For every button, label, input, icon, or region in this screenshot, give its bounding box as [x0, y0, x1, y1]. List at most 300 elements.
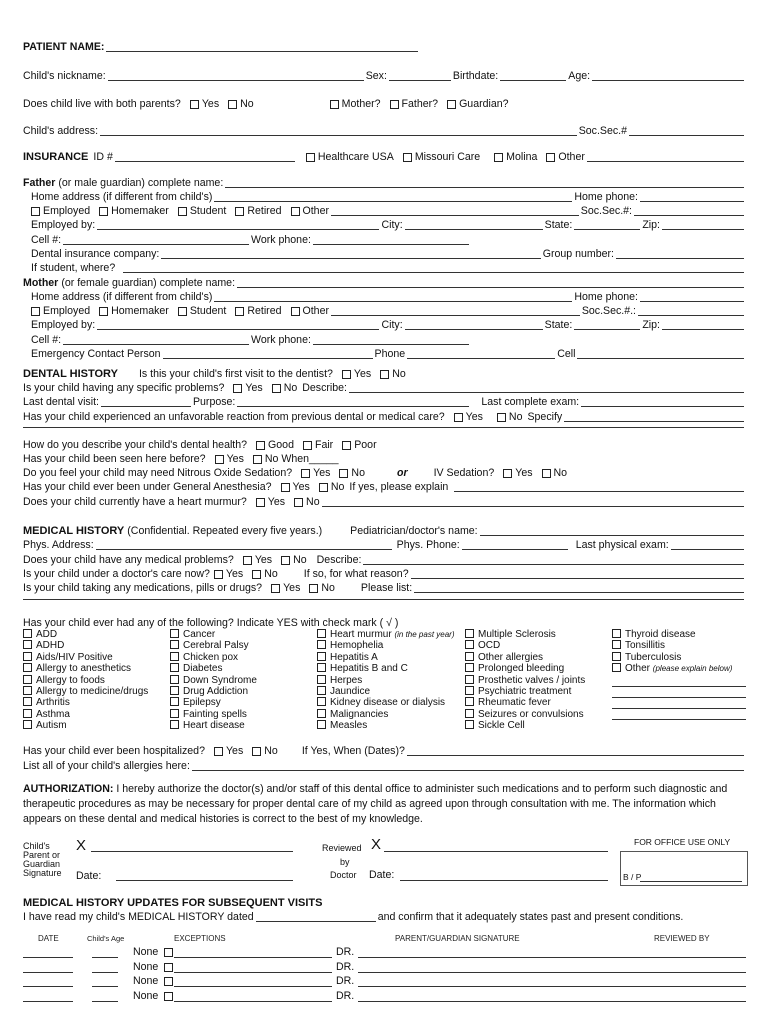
condition-checkbox[interactable] [317, 709, 326, 718]
patient-name-field[interactable] [106, 50, 418, 52]
condition-checkbox[interactable] [465, 720, 474, 729]
nitrous-yes-checkbox[interactable] [301, 469, 310, 478]
medical-problems-no-checkbox[interactable] [281, 556, 290, 565]
father-socsec-field[interactable] [634, 214, 744, 216]
employed-label: Employed [43, 305, 91, 317]
condition-checkbox[interactable] [317, 686, 326, 695]
condition-checkbox[interactable] [317, 652, 326, 661]
father-homemaker-checkbox[interactable] [99, 207, 108, 216]
condition-item[interactable] [465, 640, 585, 651]
condition-checkbox[interactable] [465, 675, 474, 684]
fair-label: Fair [314, 439, 334, 451]
father-group-number-field[interactable] [616, 257, 744, 259]
condition-checkbox[interactable] [465, 640, 474, 649]
condition-checkbox[interactable] [317, 697, 326, 706]
father-home-address-field[interactable] [214, 200, 572, 202]
other-label: Other [302, 305, 329, 317]
seen-before-yes-checkbox[interactable] [215, 455, 224, 464]
seen-before-no-checkbox[interactable] [253, 455, 262, 464]
emergency-contact-field[interactable] [163, 357, 373, 359]
condition-item[interactable] [170, 652, 257, 663]
condition-item[interactable] [612, 652, 746, 663]
condition-item[interactable] [465, 663, 585, 674]
condition-label: Hepatitis A [330, 651, 378, 663]
medications-no-checkbox[interactable] [309, 584, 318, 593]
father-city-field[interactable] [405, 228, 543, 230]
reaction-no-checkbox[interactable] [497, 413, 506, 422]
condition-item[interactable] [465, 709, 585, 720]
condition-checkbox[interactable] [23, 720, 32, 729]
signature-x-mark: X [76, 837, 87, 854]
last-physical-exam-field[interactable] [671, 548, 744, 550]
nickname-label: Child's nickname: [23, 70, 106, 82]
condition-item[interactable] [170, 675, 257, 686]
condition-checkbox[interactable] [612, 652, 621, 661]
update-date-field[interactable] [23, 957, 73, 958]
socsec-field[interactable] [629, 134, 744, 136]
other-explain-line[interactable] [612, 698, 746, 709]
condition-item[interactable] [170, 663, 257, 674]
condition-item[interactable] [317, 652, 455, 663]
other-insurance-field[interactable] [587, 160, 744, 162]
yes-label: Yes [283, 582, 301, 594]
emergency-phone-field[interactable] [407, 357, 555, 359]
murmur-row [23, 497, 746, 508]
guardian-signature-label: Child's Parent or Guardian Signature [23, 841, 62, 878]
signature-column-header: PARENT/GUARDIAN SIGNATURE [395, 934, 520, 943]
condition-checkbox[interactable] [23, 663, 32, 672]
update-age-field[interactable] [92, 1001, 118, 1002]
none-checkbox[interactable] [164, 977, 173, 986]
father-dental-insurance-field[interactable] [161, 257, 540, 259]
father-student-checkbox[interactable] [178, 207, 187, 216]
update-age-field[interactable] [92, 957, 118, 958]
when-dates-field[interactable] [407, 754, 744, 756]
condition-item[interactable] [23, 720, 148, 731]
other-explain-line[interactable] [612, 709, 746, 720]
condition-item[interactable] [23, 663, 148, 674]
guardian-date-label: Date: [76, 870, 102, 882]
birthdate-field[interactable] [500, 79, 566, 81]
condition-item[interactable] [317, 629, 455, 640]
father-socsec-label: Soc.Sec.#: [580, 205, 632, 217]
reviewed-column-header: REVIEWED BY [654, 934, 710, 943]
condition-item[interactable] [317, 675, 455, 686]
father-other-field[interactable] [331, 214, 579, 216]
condition-checkbox[interactable] [23, 675, 32, 684]
dr-label: DR. [336, 960, 355, 973]
condition-checkbox[interactable] [612, 640, 621, 649]
mother-name-field[interactable] [237, 286, 744, 288]
guardian-signature-field[interactable] [91, 851, 293, 852]
condition-item[interactable] [465, 629, 585, 640]
condition-item[interactable] [612, 629, 746, 640]
mother-retired-checkbox[interactable] [235, 307, 244, 316]
no-label: No [508, 411, 523, 423]
father-home-phone-field[interactable] [640, 200, 744, 202]
father-name-field[interactable] [225, 186, 744, 188]
other-explain-line[interactable] [612, 687, 746, 698]
medical-problems-question: Does your child have any medical problems? [23, 554, 234, 566]
condition-item[interactable] [170, 629, 257, 640]
update-signature-field[interactable] [358, 957, 746, 958]
last-physical-exam-label: Last physical exam: [575, 539, 669, 551]
condition-checkbox[interactable] [317, 629, 326, 638]
father-employment-row [31, 206, 746, 217]
other-explain-line[interactable] [612, 676, 746, 687]
dr-label: DR. [336, 975, 355, 987]
hospitalized-no-checkbox[interactable] [252, 747, 261, 756]
update-date-field[interactable] [23, 986, 73, 987]
age-field[interactable] [592, 79, 744, 81]
medications-extra-row [23, 598, 746, 601]
murmur-field[interactable] [322, 505, 744, 507]
condition-checkbox[interactable] [170, 697, 179, 706]
health-good-checkbox[interactable] [256, 441, 265, 450]
explain-label: If yes, please explain [349, 481, 449, 493]
condition-item[interactable] [465, 720, 585, 731]
yes-label: Yes [201, 98, 220, 110]
reaction-extra-line[interactable] [23, 426, 744, 428]
health-fair-checkbox[interactable] [303, 441, 312, 450]
condition-checkbox[interactable] [317, 640, 326, 649]
doctor-signature-field[interactable] [384, 851, 608, 852]
iv-no-checkbox[interactable] [542, 469, 551, 478]
condition-item[interactable] [23, 686, 148, 697]
condition-label: Tonsillitis [625, 640, 666, 652]
exceptions-field[interactable] [174, 972, 332, 973]
other-insurance-checkbox[interactable] [546, 153, 555, 162]
condition-label: Heart murmur [330, 629, 392, 640]
condition-checkbox[interactable] [23, 629, 32, 638]
condition-item[interactable] [612, 663, 746, 674]
live-both-no-checkbox[interactable] [228, 100, 237, 109]
father-student-row [31, 263, 746, 274]
guardian-date-field[interactable] [116, 880, 293, 881]
office-use-label: FOR OFFICE USE ONLY [634, 837, 731, 847]
condition-item[interactable] [170, 720, 257, 731]
bp-field[interactable] [640, 881, 742, 882]
mother-home-address-field[interactable] [214, 300, 572, 302]
update-signature-field[interactable] [358, 986, 746, 987]
patient-name-label: PATIENT NAME: [23, 41, 105, 53]
condition-checkbox[interactable] [465, 709, 474, 718]
doctor-date-field[interactable] [400, 880, 608, 881]
condition-item[interactable] [23, 629, 148, 640]
condition-label: Allergy to anesthetics [36, 663, 132, 675]
medications-question: Is your child taking any medications, pills or drugs? [23, 582, 263, 594]
update-signature-field[interactable] [358, 972, 746, 973]
condition-checkbox[interactable] [317, 663, 326, 672]
history-dated-field[interactable] [256, 920, 376, 922]
phys-phone-label: Phys. Phone: [396, 539, 460, 551]
specify-field[interactable] [564, 420, 744, 422]
father-name-row [23, 178, 746, 189]
insurance-id-field[interactable] [115, 160, 295, 162]
mother-label: Mother? [341, 98, 381, 110]
father-if-student-field[interactable] [123, 271, 744, 273]
condition-checkbox[interactable] [23, 709, 32, 718]
mother-name-row [23, 278, 746, 289]
purpose-field[interactable] [237, 405, 469, 407]
medical-problems-yes-checkbox[interactable] [243, 556, 252, 565]
condition-item[interactable] [317, 640, 455, 651]
condition-label: Drug Addiction [183, 686, 249, 698]
exceptions-field[interactable] [174, 957, 332, 958]
last-dental-visit-row [23, 397, 746, 408]
doctor-care-question: Is your child under a doctor's care now? [23, 568, 210, 580]
anesthesia-explain-field[interactable] [454, 490, 744, 492]
father-cell-field[interactable] [63, 243, 249, 245]
condition-checkbox[interactable] [23, 686, 32, 695]
condition-checkbox[interactable] [170, 629, 179, 638]
condition-checkbox[interactable] [465, 652, 474, 661]
mother-state-field[interactable] [574, 328, 640, 330]
allergies-row [23, 761, 746, 772]
murmur-yes-checkbox[interactable] [256, 498, 265, 507]
condition-checkbox[interactable] [465, 686, 474, 695]
age-column-header: Child's Age [87, 934, 125, 943]
exceptions-field[interactable] [174, 986, 332, 987]
update-date-field[interactable] [23, 1001, 73, 1002]
condition-label: Rheumatic fever [478, 697, 551, 709]
first-visit-yes-checkbox[interactable] [342, 370, 351, 379]
father-work-phone-field[interactable] [313, 243, 469, 245]
condition-checkbox[interactable] [170, 663, 179, 672]
reaction-yes-checkbox[interactable] [454, 413, 463, 422]
mother-city-field[interactable] [405, 328, 543, 330]
doctor-care-yes-checkbox[interactable] [214, 570, 223, 579]
mother-socsec-label: Soc.Sec.#.: [581, 305, 636, 317]
none-checkbox[interactable] [164, 992, 173, 1001]
condition-label: ADHD [36, 640, 65, 652]
condition-checkbox[interactable] [465, 629, 474, 638]
molina-checkbox[interactable] [494, 153, 503, 162]
good-label: Good [268, 439, 294, 451]
pediatrician-field[interactable] [480, 534, 744, 536]
condition-checkbox[interactable] [317, 675, 326, 684]
condition-item[interactable] [317, 697, 455, 708]
condition-item[interactable] [465, 652, 585, 663]
nitrous-no-checkbox[interactable] [339, 469, 348, 478]
yes-label: Yes [292, 481, 310, 493]
father-cell-row [31, 235, 746, 246]
first-visit-no-checkbox[interactable] [380, 370, 389, 379]
medications-extra-line[interactable] [23, 598, 744, 600]
condition-checkbox[interactable] [23, 640, 32, 649]
update-age-field[interactable] [92, 986, 118, 987]
reviewed-label: Reviewed [322, 843, 362, 853]
dental-problems-yes-checkbox[interactable] [233, 384, 242, 393]
mother-homemaker-checkbox[interactable] [99, 307, 108, 316]
father-checkbox[interactable] [390, 100, 399, 109]
no-label: No [306, 496, 320, 508]
mother-work-phone-field[interactable] [313, 343, 469, 345]
condition-item[interactable] [170, 686, 257, 697]
mother-title-rest: (or female guardian) complete name: [61, 277, 236, 289]
health-poor-checkbox[interactable] [342, 441, 351, 450]
condition-label: Prosthetic valves / joints [478, 674, 586, 686]
condition-checkbox[interactable] [465, 663, 474, 672]
nickname-field[interactable] [108, 79, 364, 81]
condition-checkbox[interactable] [170, 652, 179, 661]
phys-address-field[interactable] [96, 548, 392, 550]
reason-field[interactable] [411, 577, 744, 579]
mother-city-label: City: [381, 319, 403, 331]
condition-label: Allergy to foods [36, 674, 105, 686]
mother-other-checkbox[interactable] [291, 307, 300, 316]
seen-before-question: Has your child been seen here before? [23, 453, 206, 465]
condition-checkbox[interactable] [170, 640, 179, 649]
updates-statement-row [23, 912, 746, 923]
exceptions-field[interactable] [174, 1001, 332, 1002]
medications-list-field[interactable] [414, 591, 744, 593]
mother-title: Mother [23, 277, 59, 289]
mother-employed-checkbox[interactable] [31, 307, 40, 316]
condition-checkbox[interactable] [465, 697, 474, 706]
medical-problems-row [23, 555, 746, 566]
address-label: Child's address: [23, 125, 99, 137]
condition-item[interactable] [317, 663, 455, 674]
condition-item[interactable] [317, 709, 455, 720]
last-complete-exam-field[interactable] [581, 405, 744, 407]
condition-checkbox[interactable] [23, 697, 32, 706]
address-field[interactable] [100, 134, 577, 136]
medications-yes-checkbox[interactable] [271, 584, 280, 593]
condition-label: Kidney disease or dialysis [330, 697, 446, 709]
condition-item[interactable] [170, 697, 257, 708]
condition-item[interactable] [170, 709, 257, 720]
update-date-field[interactable] [23, 972, 73, 973]
condition-label: Sickle Cell [478, 720, 525, 732]
father-retired-checkbox[interactable] [235, 207, 244, 216]
or-label: or [396, 467, 408, 479]
condition-checkbox[interactable] [170, 720, 179, 729]
condition-checkbox[interactable] [612, 629, 621, 638]
condition-item[interactable] [612, 640, 746, 651]
father-dental-ins-row [31, 249, 746, 260]
live-both-yes-checkbox[interactable] [190, 100, 199, 109]
missouri-care-checkbox[interactable] [403, 153, 412, 162]
yes-label: Yes [465, 411, 483, 423]
condition-item[interactable] [317, 686, 455, 697]
dental-problems-describe-field[interactable] [349, 391, 744, 393]
condition-item[interactable] [465, 675, 585, 686]
mother-zip-field[interactable] [662, 328, 744, 330]
none-label: None [133, 975, 159, 987]
mother-employed-by-field[interactable] [97, 328, 379, 330]
allergies-field[interactable] [192, 769, 744, 771]
sex-field[interactable] [389, 79, 451, 81]
father-home-address-label: Home address (if different from child's) [31, 191, 213, 203]
update-age-field[interactable] [92, 972, 118, 973]
anesthesia-question: Has your child ever been under General Anesthesia? [23, 481, 272, 493]
emergency-contact-label: Emergency Contact Person [31, 348, 161, 360]
allergies-label: List all of your child's allergies here: [23, 760, 190, 772]
father-employed-checkbox[interactable] [31, 207, 40, 216]
condition-checkbox[interactable] [170, 686, 179, 695]
last-dental-visit-field[interactable] [101, 405, 191, 407]
condition-item[interactable] [23, 640, 148, 651]
condition-item[interactable] [23, 697, 148, 708]
reaction-question: Has your child experienced an unfavorable reaction from previous dental or medical care? [23, 411, 445, 423]
dental-health-row [23, 440, 746, 451]
condition-item[interactable] [170, 640, 257, 651]
father-home-phone-label: Home phone: [574, 191, 638, 203]
dr-label: DR. [336, 946, 355, 958]
condition-checkbox[interactable] [170, 675, 179, 684]
condition-checkbox[interactable] [612, 663, 621, 672]
none-label: None [133, 989, 159, 1002]
dental-problems-no-checkbox[interactable] [272, 384, 281, 393]
iv-sedation-label: IV Sedation? [433, 467, 495, 479]
father-zip-label: Zip: [642, 219, 660, 231]
guardian-checkbox[interactable] [447, 100, 456, 109]
medical-problems-describe-field[interactable] [363, 563, 744, 565]
father-state-field[interactable] [574, 228, 640, 230]
mother-cell-field[interactable] [63, 343, 249, 345]
condition-label: Autism [36, 720, 67, 732]
medical-history-subtitle: (Confidential. Repeated every five years.) [127, 525, 323, 538]
mother-cell-row [31, 335, 746, 346]
father-zip-field[interactable] [662, 228, 744, 230]
condition-item[interactable] [23, 675, 148, 686]
father-employed-by-label: Employed by: [31, 219, 96, 231]
hospitalized-question: Has your child ever been hospitalized? [23, 745, 205, 757]
doctor-care-no-checkbox[interactable] [252, 570, 261, 579]
condition-checkbox[interactable] [317, 720, 326, 729]
hospitalized-yes-checkbox[interactable] [214, 747, 223, 756]
anesthesia-yes-checkbox[interactable] [281, 483, 290, 492]
emergency-cell-field[interactable] [577, 357, 744, 359]
healthcare-usa-checkbox[interactable] [306, 153, 315, 162]
condition-item[interactable] [317, 720, 455, 731]
mother-socsec-field[interactable] [638, 314, 744, 316]
mother-checkbox[interactable] [330, 100, 339, 109]
no-label: No [264, 568, 278, 580]
none-checkbox[interactable] [164, 963, 173, 972]
none-label: None [133, 946, 159, 958]
condition-item[interactable] [465, 697, 585, 708]
condition-item[interactable] [23, 652, 148, 663]
murmur-no-checkbox[interactable] [294, 498, 303, 507]
phys-phone-field[interactable] [462, 548, 568, 550]
missouri-care-label: Missouri Care [414, 151, 481, 164]
conditions-question: Has your child ever had any of the following? Indicate YES with check mark ( √ ) [23, 617, 399, 629]
other-label: Other [302, 205, 329, 217]
medical-title-row [23, 526, 746, 537]
mother-home-phone-field[interactable] [640, 300, 744, 302]
condition-label: Seizures or convulsions [478, 708, 584, 720]
condition-item[interactable] [465, 686, 585, 697]
mother-other-field[interactable] [331, 314, 580, 316]
student-label: Student [189, 305, 227, 317]
purpose-label: Purpose: [192, 396, 236, 408]
update-signature-field[interactable] [358, 1001, 746, 1002]
insurance-id-label: ID # [93, 151, 113, 164]
father-employed-by-field[interactable] [97, 228, 379, 230]
anesthesia-no-checkbox[interactable] [319, 483, 328, 492]
iv-yes-checkbox[interactable] [503, 469, 512, 478]
hospitalized-row [23, 746, 746, 757]
condition-item[interactable] [23, 709, 148, 720]
mother-student-checkbox[interactable] [178, 307, 187, 316]
condition-checkbox[interactable] [170, 709, 179, 718]
address-row [23, 126, 746, 137]
father-other-checkbox[interactable] [291, 207, 300, 216]
none-checkbox[interactable] [164, 948, 173, 957]
condition-checkbox[interactable] [23, 652, 32, 661]
